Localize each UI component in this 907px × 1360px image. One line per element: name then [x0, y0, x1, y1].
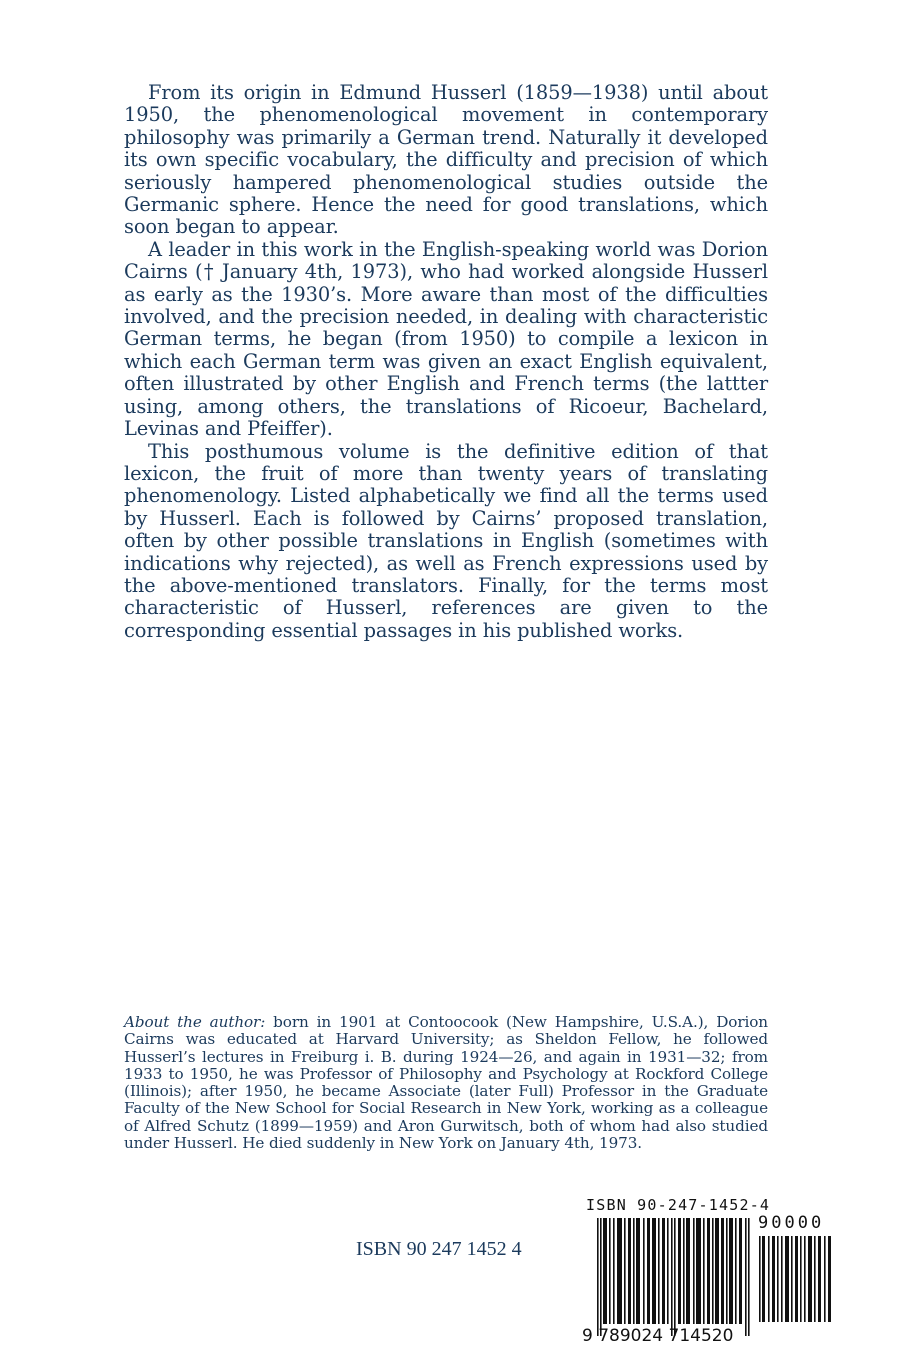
ean13-barcode-icon [595, 1218, 755, 1336]
blurb-paragraph-1: From its origin in Edmund Husserl (1859—1938) until about 1950, the phenomenological movement in contemporary philosophy was primarily a German trend. Naturally it developed its own specific vocabulary, the difficulty and precision of which seriously hampered phenomenological studies outside the Germanic sphere. Hence the need for good translations, which soon began to appear. [124, 81, 768, 239]
blurb-paragraph-2: A leader in this work in the English-speaking world was Dorion Cairns († January 4th, 1973), who had worked alongside Husserl as early as the 1930’s. More aware than most of the difficulties involved, and the precision needed, in dealing with characteristic German terms, he began (from 1950) to compile a lexicon in which each German term was given an exact English equivalent, often illustrated by other English and French terms (the lattter using, among others, the translations of Ricoeur, Bachelard, Levinas and Pfeiffer). [124, 237, 768, 441]
about-author-paragraph [124, 1014, 768, 1152]
barcode-addon-label: 90000 [758, 1213, 825, 1233]
about-author-label: About the author: [124, 1013, 266, 1031]
about-author-body: born in 1901 at Contoocook (New Hampshire, U.S.A.), Dorion Cairns was educated at Harvard University; as Sheldon Fellow, he followed Husserl’s lectures in Freiburg i. B. during 1924—26, and again in 1931—32; from 1933 to 1950, he was Professor of Philosophy and Psychology at Rockford College (Illinois); after 1950, he became Associate (later Full) Professor in the Graduate Faculty of the New School for Social Research in New York, working as a colleague of Alfred Schutz (1899—1959) and Aron Gurwitsch, both of whom had also studied under Husserl. He died suddenly in New York on January 4th, 1973. [124, 1013, 768, 1153]
blurb-text [124, 82, 768, 642]
barcode-isbn-label: ISBN 90-247-1452-4 [586, 1196, 771, 1214]
isbn-barcode [582, 1196, 842, 1346]
blurb-paragraph-3: This posthumous volume is the definitive edition of that lexicon, the fruit of more than twenty years of translating phenomenology. Listed alphabetically we find all the terms used by Husserl. Each is followed by Cairns’ proposed translation, often by other possible translations in English (sometimes with indications why rejected), as well as French expressions used by the above-mentioned translators. Finally, for the terms most characteristic of Husserl, references are given to the corresponding essential passages in his published works. [124, 439, 768, 642]
barcode-addon-icon [758, 1236, 832, 1322]
isbn-text: ISBN 90 247 1452 4 [356, 1238, 522, 1260]
barcode-ean-digits: 9 789024 714520 [582, 1326, 734, 1346]
about-author-section [124, 1014, 768, 1152]
